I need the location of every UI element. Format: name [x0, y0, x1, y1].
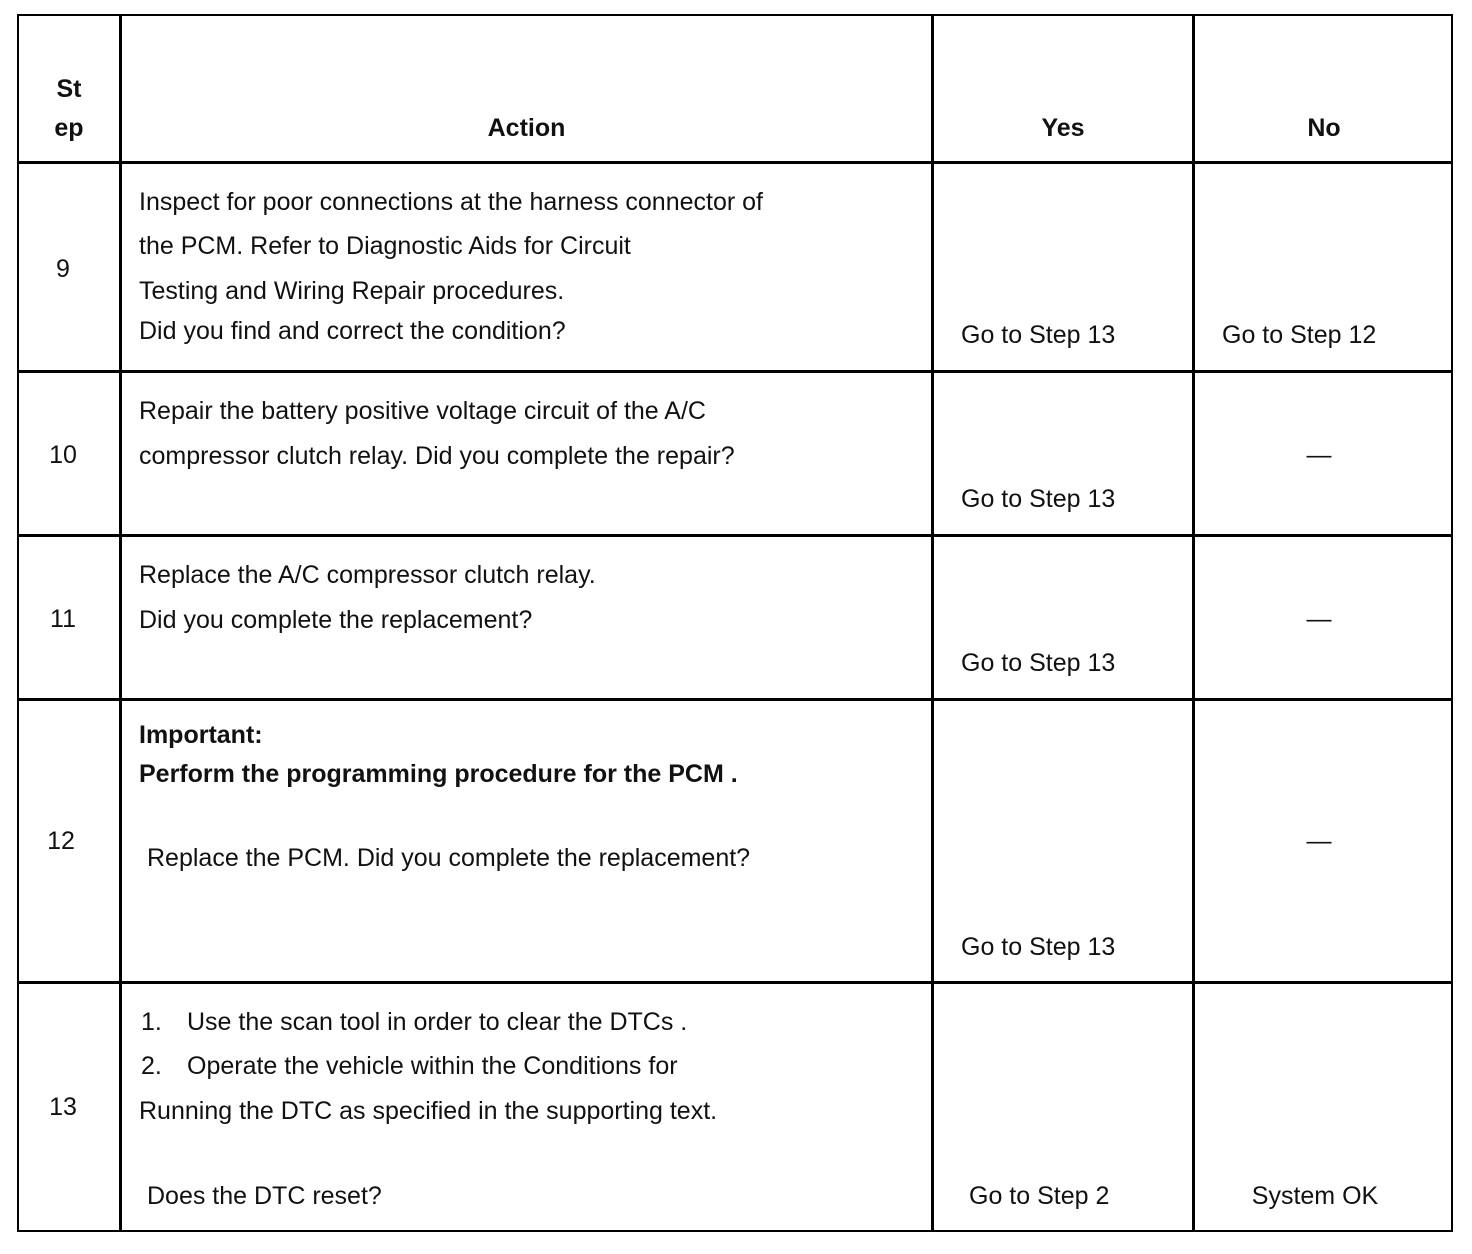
list-item-text: Operate the vehicle within the Conditions for: [187, 1052, 678, 1080]
action-text: Replace the A/C compressor clutch relay.: [139, 561, 596, 589]
yes-cell: Go to Step 13: [961, 321, 1116, 349]
action-text: Repair the battery positive voltage circuit of the A/C: [139, 397, 706, 425]
no-cell: —: [1306, 827, 1332, 855]
action-text: Did you complete the replacement?: [139, 606, 533, 634]
column-divider: [119, 16, 122, 1230]
no-cell: System OK: [1251, 1182, 1379, 1210]
header-step-line2: ep: [54, 114, 84, 142]
step-number: 11: [50, 605, 76, 633]
yes-cell: Go to Step 13: [961, 649, 1116, 677]
yes-cell: Go to Step 13: [961, 485, 1116, 513]
list-item-text: Use the scan tool in order to clear the DTCs .: [187, 1008, 688, 1036]
important-label: Important:: [139, 721, 263, 749]
important-text: Perform the programming procedure for the PCM .: [139, 760, 738, 788]
yes-cell: Go to Step 2: [969, 1182, 1110, 1210]
no-cell: Go to Step 12: [1222, 321, 1377, 349]
action-text: Testing and Wiring Repair procedures.: [139, 277, 565, 305]
list-number: 2.: [141, 1052, 162, 1080]
header-yes: Yes: [1041, 114, 1085, 142]
list-number: 1.: [141, 1008, 162, 1036]
action-text: Inspect for poor connections at the harness connector of: [139, 188, 763, 216]
yes-cell: Go to Step 13: [961, 933, 1116, 961]
no-cell: —: [1306, 441, 1332, 469]
step-number: 9: [56, 255, 70, 283]
step-number: 13: [49, 1093, 77, 1121]
header-step-line1: St: [56, 75, 82, 103]
header-no: No: [1307, 114, 1341, 142]
row-divider: [19, 698, 1451, 701]
row-divider: [19, 981, 1451, 984]
action-text: Running the DTC as specified in the supporting text.: [139, 1097, 718, 1125]
row-divider: [19, 161, 1451, 164]
row-divider: [19, 534, 1451, 537]
action-text: Does the DTC reset?: [147, 1182, 382, 1210]
action-text: Replace the PCM. Did you complete the replacement?: [147, 844, 751, 872]
step-number: 10: [49, 441, 77, 469]
action-text: compressor clutch relay. Did you complete the repair?: [139, 442, 735, 470]
no-cell: —: [1306, 605, 1332, 633]
row-divider: [19, 370, 1451, 373]
header-action: Action: [487, 114, 566, 142]
column-divider: [931, 16, 934, 1230]
diagnostic-table: [17, 14, 1453, 1232]
step-number: 12: [47, 827, 75, 855]
action-text: the PCM. Refer to Diagnostic Aids for Circuit: [139, 232, 631, 260]
action-text: Did you find and correct the condition?: [139, 317, 566, 345]
